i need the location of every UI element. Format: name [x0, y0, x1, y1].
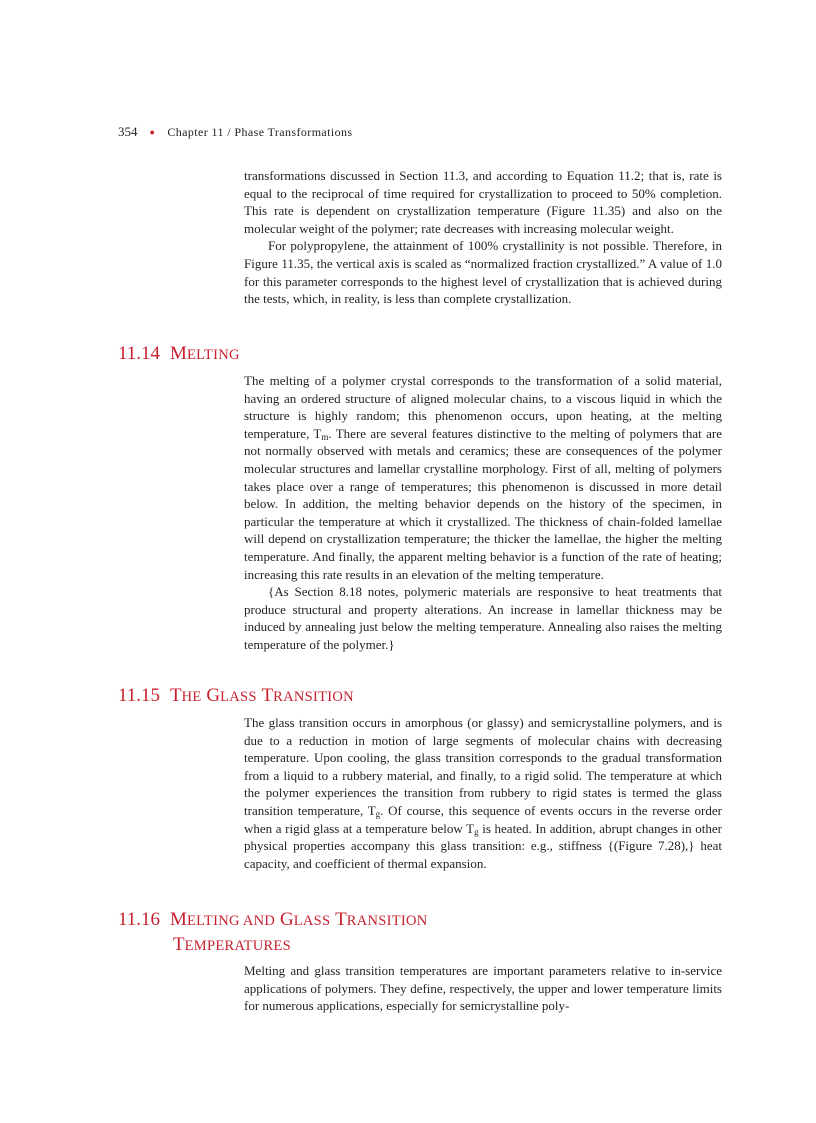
- heading-smallcaps: RANSITION: [273, 689, 354, 705]
- section-number: 11.15: [118, 685, 161, 706]
- section-heading-11-14: [118, 342, 240, 367]
- heading-initial: T: [335, 909, 347, 930]
- text-run: is heated. In addition, abrupt changes in other physical properties accompany this glass transition: e.g., stiffness {(Figure 7.28),} heat capacity, and coefficient of thermal expansion.: [244, 820, 722, 871]
- section-heading-11-16: [118, 908, 428, 958]
- heading-smallcaps: ELTING: [186, 347, 240, 363]
- page-number: 354: [118, 124, 138, 139]
- section-11-15-text: [244, 714, 722, 872]
- heading-initial: T: [261, 685, 274, 706]
- glass-transition-paragraph: [244, 714, 722, 872]
- intro-paragraph-2: For polypropylene, the attainment of 100% crystallinity is not possible. Therefore, in Figure 11.35, the vertical axis is scaled as “normalized fraction crystallized.” A value of 1.0 for this parameter corresponds to the highest level of crystallization that is achieved during the tests, which, in reality, is less than complete crystallization.: [244, 238, 722, 307]
- heading-line-2: [118, 933, 428, 958]
- heading-initial: T: [170, 685, 182, 706]
- running-title: Chapter 11 / Phase Transformations: [167, 125, 353, 139]
- section-number: 11.14: [118, 343, 161, 364]
- heading-smallcaps: RANSITION: [346, 913, 428, 929]
- text-run: The melting of a polymer crystal corresponds to the transformation of a solid material, having an ordered structure of aligned molecular chains, to a viscous liquid in which the structure is highly random; this phenomenon occurs, upon heating, at the melting temperature, T: [244, 373, 722, 441]
- subscript: m: [321, 431, 329, 442]
- intro-text: [244, 167, 722, 308]
- section-number: 11.16: [118, 909, 161, 930]
- running-head: [118, 124, 353, 140]
- heading-smallcaps: EMPERATURES: [184, 938, 292, 954]
- heading-initial: M: [170, 343, 187, 364]
- subscript: g: [474, 826, 479, 837]
- section-11-14-text: [244, 372, 722, 654]
- heading-initial: G: [279, 909, 294, 930]
- heading-smallcaps: HE: [181, 689, 202, 705]
- subscript: g: [375, 808, 381, 819]
- temperatures-paragraph: Melting and glass transition temperatures are important parameters relative to in-service applications of polymers. They define, respectively, the upper and lower temperature limits for numerous applications, especially for semicrystalline poly-: [244, 963, 722, 1014]
- text-run: The glass transition occurs in amorphous (or glassy) and semicrystalline polymers, and is due to a reduction in motion of large segments of molecular chains with decreasing temperature. Upon cooling, the glass transition corresponds to the gradual transformation from a liquid to a rubbery material, and finally, to a rigid solid. The temperature at which the polymer experiences the transition from rubbery to rigid states is termed the glass transition temperature, T: [244, 715, 722, 818]
- heading-initial: G: [206, 685, 221, 706]
- text-run: . Of course, this sequence of events occurs in the reverse order when a rigid glass at a temperature below T: [244, 802, 722, 836]
- heading-smallcaps: LASS: [220, 689, 257, 705]
- heading-initial: M: [170, 909, 187, 930]
- section-11-16-text: [244, 962, 722, 1015]
- heading-smallcaps: ELTING AND: [186, 913, 276, 929]
- heading-initial: T: [173, 934, 185, 955]
- section-heading-11-15: [118, 684, 354, 709]
- melting-paragraph-2: {As Section 8.18 notes, polymeric materials are responsive to heat treatments that produce structural and property alterations. An increase in lamellar thickness may be induced by annealing just below the melting temperature. Annealing also raises the melting temperature of the polymer.}: [244, 584, 722, 652]
- melting-paragraph-1: [244, 372, 722, 583]
- text-run: . There are several features distinctive to the melting of polymers that are not normally observed with metals and ceramics; these are consequences of the polymer molecular structures and lamellar crystalline morphology. First of all, melting of polymers takes place over a range of temperatures; this phenomenon is discussed in more detail below. In addition, the melting behavior depends on the history of the specimen, in particular the temperature at which it crystallized. The thickness of chain-folded lamellae will depend on crystallization temperature; the thicker the lamellae, the higher the melting temperature. And finally, the apparent melting behavior is a function of the rate of heating; increasing this rate results in an elevation of the melting temperature.: [244, 425, 723, 582]
- heading-smallcaps: LASS: [293, 913, 331, 929]
- intro-paragraph-1: transformations discussed in Section 11.3, and according to Equation 11.2; that is, rate is equal to the reciprocal of time required for crystallization to proceed to 50% completion. This rate is dependent on crystallization temperature (Figure 11.35) and also on the molecular weight of the polymer; rate decreases with increasing molecular weight.: [244, 168, 722, 236]
- bullet-icon: ●: [149, 127, 156, 137]
